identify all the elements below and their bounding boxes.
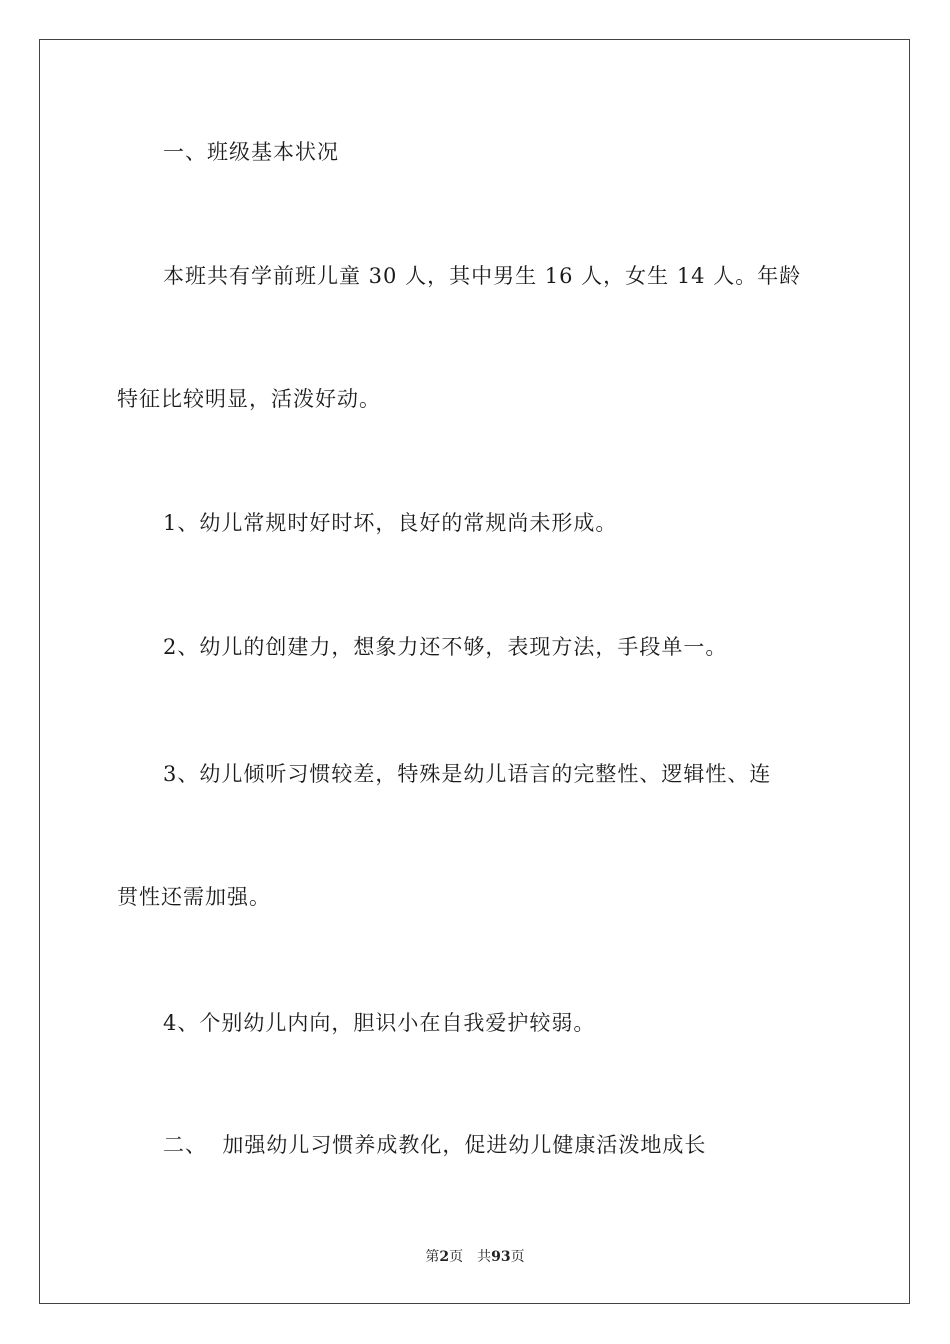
list-item-4: 4、个别幼儿内向，胆识小在自我爱护较弱。 [163,1011,596,1035]
footer-page-prefix: 第 [425,1249,440,1265]
footer-total-prefix: 共 [477,1249,492,1265]
section-heading-1: 一、班级基本状况 [163,140,339,164]
page-border [39,39,910,1304]
footer-page-suffix: 页 [449,1249,464,1265]
footer-page-number: 2 [439,1249,450,1265]
list-item-3: 3、幼儿倾听习惯较差，特殊是幼儿语言的完整性、逻辑性、连 [163,762,772,786]
list-item-2: 2、幼儿的创建力，想象力还不够，表现方法，手段单一。 [163,635,728,659]
page-footer [0,1248,950,1266]
paragraph-line: 特征比较明显，活泼好动。 [117,387,381,411]
footer-total-suffix: 页 [510,1249,525,1265]
paragraph-line: 本班共有学前班儿童 30 人，其中男生 16 人，女生 14 人。年龄 [163,264,802,288]
list-item-3-continuation: 贯性还需加强。 [117,885,271,909]
list-item-1: 1、幼儿常规时好时坏，良好的常规尚未形成。 [163,511,618,535]
footer-total-pages: 93 [491,1249,511,1265]
section-heading-2: 二、 加强幼儿习惯养成教化，促进幼儿健康活泼地成长 [163,1133,707,1157]
